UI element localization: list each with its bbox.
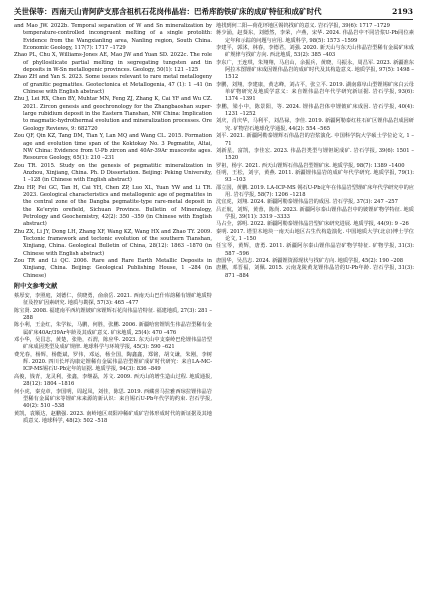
reference-entry: 李鹏，刘翔，李建康，黄志峰，刘占平，张立平. 2019. 湖南幕阜山型锂锡矿床白云母单矿物研究及地质学意义：来自锂伟晶岩年代学研究新证据. 岩石学报, 93(6): 1374 –1391	[216, 81, 414, 103]
reference-entry: 秦明. 2017. 塔里木地块一南天山地区古生代构造演化. 中国地质大学(北京)博士学位论文, 1 –150	[216, 228, 414, 242]
reference-entry: Zhu HP, Fei GC, Tan H, Cai YH, Chen ZP, Luo XL, Yuan YW and Li TR. 2023. Geological characteristics and metallogenic age of pegmatites in the central zone of the Dangba pegmatite-type rare-metal deposit in the Ke'eryin orefield, Sichuan Province. Bulletin of Mineralogy, Petrology and Geochemistry, 42(2): 350 –359 (in Chinese with English abstract)	[14, 184, 212, 228]
reference-entry: 吕正航，刘辉，黄蓉，陈尚. 2023. 新疆阿尔泰山锂伟晶岩中的铍锂矿物学特征. 地质学报, 39(11): 3319 –3333	[216, 206, 414, 220]
reference-entry: Zhao PL, Chu X, Williams-Jones AE, Mao JW and Yuan SD. 2022c. The role of phyllosilicate partial melting in segregating tungsten and tin deposits in W-Sn metallogenic provinces. Geology, 50(1): 121 –125	[14, 52, 212, 74]
reference-entry: 陈小利，王金红，朱学耘，马鹏，何胜，张鹏. 2006. 新疆哈密锂钒生伟晶岩型稀有金属矿床40Ar/39Ar年龄及其成矿意义. 矿床地质, 25(4): 470 –476	[14, 322, 212, 336]
reference-entry: Zhu ZX, Li JY, Dong LH, Zhang XF, Wang KZ, Wang HX and Zhao TY. 2009. Tectonic framework and tectonic evolution of the southern Tianshan, Xinjiang, China. Geological Bulletin of China, 28(12): 1863 –1870 (in Chinese with English abstract)	[14, 228, 212, 257]
reference-entry: 刘平. 2021. 新疆阿勒泰锂辉石伟晶岩的岩浆演化. 中国科学院大学硕士学位论文, 1 –71	[216, 133, 414, 147]
reference-entry: Zhu J, Lei RX, Chen BY, Muhtar MN, Feng ZJ, Zhang K, Cai YF and Wu CZ. 2021. Zircon genesis and geochronology for the Zhangbaoshan super-large rubidium deposit in the Eastern Tianshan, NW China: Implication to magmatic-hydrothermal evolution and mineralization processes. Ore Geology Reviews, 9: 682720	[14, 96, 212, 132]
page-header	[14, 6, 413, 20]
reference-entry: 地找到何二阳—荷花坪地区锡钨找矿的意义. 岩石学报, 39(6): 1717 –1729	[216, 23, 390, 29]
reference-entry: 邓小华，吴昌志，黄楚，张艳，石渭，陈应华. 2023. 东天山中支秦岭巴伦锂伟晶岩型矿床成因类型及成矿规律. 地球科学与环境学报, 45(3): 590 –621	[14, 337, 212, 351]
reference-entry: Zou QF, Qin KZ, Tang DM, Tian Y, Lan MQ and Wang CL. 2015. Formation age and evolution time span of the Koktokay No. 3 Pegmatite, Altai, NW China: Evidence from U-Pb zircon and 40Ar-39Ar muscovite ages. Resource Geology, 65(1): 210 –231	[14, 133, 212, 162]
running-title: 关世保等：西南天山青阿萨支那含祖机石花岗伟晶岩：巴希库韵铁矿床的成矿特征和成矿时代	[14, 7, 322, 16]
section-title: 附中文参考文献	[14, 283, 58, 291]
reference-entry: 李建平，郭沭，林春，李德君，刘强. 2020. 新天山与东天山伟晶岩型稀有金属矿床成矿规律与找矿方向. 西北地质, 53(2): 385 –403	[216, 45, 414, 59]
reference-entry: 何小虎，秦克章，李国明，周起凤，刘佳，陈思. 2019. 西藏喜马拉雅西琼拉锂伟晶岩型稀有金属矿床等锂矿床来源的新认识：来自锡石U-Pb年代学的约束. 岩石学报, 40(2): 510 –538	[14, 388, 212, 410]
reference-entry: 刘新星，富凯，李佳宏. 2023. 伟晶岩类型与锂钽铌成矿. 岩石学报, 39(6): 1501 –1520	[216, 147, 414, 162]
reference-entry: 蔡厚安，李照庭，刘德仁，侯晓勇，俞俞岳. 2021. 西南天山巴什库韵稀有锂矿地质特征及控矿因素研究. 地质与勘探, 57(3): 465 –477	[14, 293, 212, 307]
right-column	[216, 23, 414, 280]
reference-entry: 罗祖，杨宇. 2021. 西天山锂辉石伟晶岩型锂矿床. 地质学报, 98(7): 1389 –1400	[216, 162, 405, 169]
reference-entry: 任明，王松，刘宇，黄燕. 2011. 新疆锂伟晶岩的成矿年代学研究. 地质学报, 79(1): 93 –103	[216, 169, 414, 184]
reference-entry: 李东广，王连琪，朱翔翔，马启山，余振兵，黄晓，马振永，周昌军. 2023. 新疆准东阿拉木图锂矿床成因锂伟晶岩的成矿时代及其构造意义. 地质学报, 97(5): 1498 –1512	[216, 59, 414, 81]
header-rule	[14, 19, 413, 20]
reference-entry: 刘庆，肖庆华，马利平，刘昌禄，李佳. 2019. 新疆阿勒泰红柱石矿区锂伟晶岩成因研究. 矿物岩石地球化学通报, 44(2): 554 –565	[216, 118, 414, 132]
reference-entry: 陈宝贤. 2008. 福建南平西坑锂铍矿床锂辉石花岗伟晶岩特征. 福建地质, 27(3): 281 –288	[14, 307, 212, 322]
reference-entry: Zou TR and Li QC. 2006. Rare and Rare Earth Metallic Deposits in Xinjiang, China. Beijing: Geological Publishing House, 1 –284 (in Chinese)	[14, 258, 212, 279]
reference-entry: 唐国华，吴昌志. 2024. 新疆锂资源现状与找矿方向. 地质学报, 45(2): 190 –208	[216, 258, 404, 264]
chinese-references-left	[14, 293, 212, 425]
reference-entry: 马占全，郭明. 2022. 新疆阿勒泰锂伟晶岩型矿床研究进展. 地质学报, 44(9): 9 –26	[216, 221, 409, 228]
page-number: 2193	[392, 7, 413, 16]
left-column	[14, 23, 212, 425]
reference-entry: 邵立国，黄鹏. 2019. LA-ICP-MS 锡石U-Pb定年在伟晶岩型锂矿床年代学研究中的应用. 岩石学报, 58(7): 1206 –1218	[216, 184, 414, 198]
reference-entry: Zou TR. 2015. Study on the genesis of pegmatitic mineralization in Anzhou, Xinjiang, China. Ph. D Dissertation. Beijing: Peking University, 1 –128 (in Chinese with English abstract)	[14, 162, 212, 184]
chinese-references-right	[216, 23, 414, 280]
reference-entry: 沈宜虎，刘翔. 2024. 新疆阿勒泰锂伟晶岩的成因. 岩石学报, 37(3): 247 –257	[216, 199, 398, 206]
reference-entry: and Mao JW. 2022b. Temporal separation of W and Sn mineralization by temperature-controlled incongruent melting of a single protolith: Evidence from the Wangxianling area, Nanling region, South China. Economic Geology, 117(7): 1717 –1729	[14, 23, 212, 52]
reference-entry: 任宝琴，黄辉，唐勇. 2011. 新疆阿尔泰山锂伟晶岩矿物学特征. 矿物学报, 31(3): 587 –596	[216, 243, 414, 257]
reference-entry: 黄凯，袁顺达，赵鹏强. 2023. 南岭地区双阳冲稀矿成矿岩体形成时代的新证据及其地质意义. 地球科学, 48(2): 502 –518	[14, 410, 212, 424]
reference-entry: 李鹏，梁小中，陈景阳，等. 2024. 锂伟晶岩体中锂铍矿床成因. 岩石学报, 40(4): 1231 –1252	[216, 103, 414, 118]
reference-entry: Zhao ZH and Yan S. 2023. Some issues relevant to rare metal metallogeny of granitic pegmatites. Geotectonica et Metallogenia, 47 (1): 1 –41 (in Chinese with English abstract)	[14, 74, 212, 96]
reference-entry: 唐鹏，邓晋福，刘佩. 2015. 云南龙陵黄龙锂伟晶岩的U-Pb年龄. 岩石学报, 31(3): 871 –884	[216, 265, 414, 279]
reference-entry: 费光春，杨辉，杨能斌，罗伟，邓运，杨全国，陶鑫鑫，郑铭，胡文谦，朱刚，李树辉. 2020. 四川长坪沟康定锂稀有金属伟晶岩型锂矿成矿时代研究：来自LA-MC-ICP-MS锡石U-Pb定年的证据. 地质学报, 94(3): 836 –849	[14, 351, 212, 373]
reference-entry: 蒋少涌，赵葵东，刘德然，李荣，卢燕，宋华. 2024. 伟晶岩中不同岩浆U-Pb同位素定年和示踪的问题与应用. 地质科学, 98(5): 1573 –1599	[216, 30, 414, 44]
reference-entry: 高俊，钱青，龙灵利，张鑫，李继磊，苏文. 2009. 西天山的增生造山过程. 地质通报, 28(12): 1804 –1816	[14, 373, 212, 388]
english-references	[14, 23, 212, 280]
